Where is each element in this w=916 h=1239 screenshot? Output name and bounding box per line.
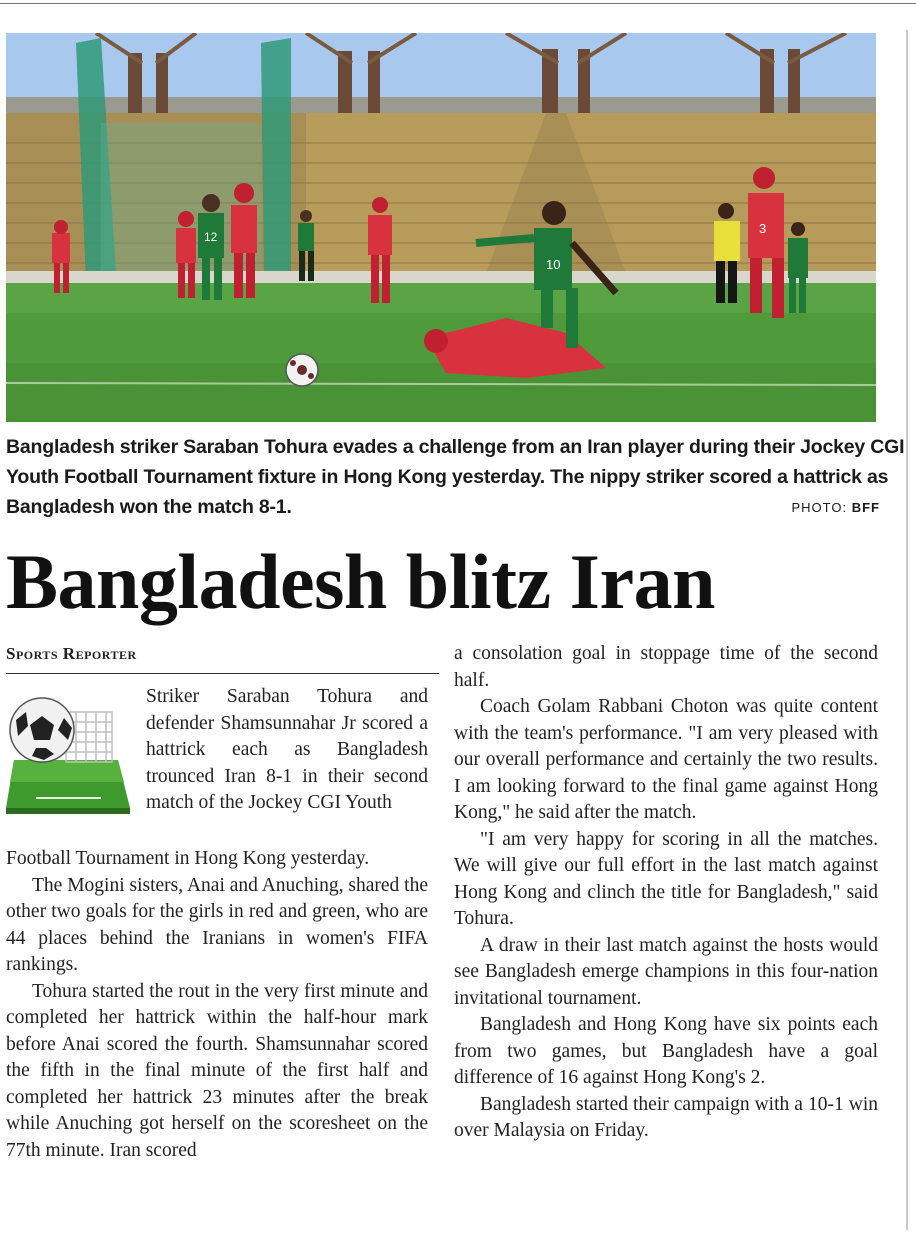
- photo-credit-label: PHOTO:: [791, 500, 848, 515]
- story-paragraph-8: Bangladesh started their campaign with a 10-1 win over Malaysia on Friday.: [454, 1093, 878, 1141]
- svg-text:3: 3: [759, 221, 767, 236]
- story-paragraph-3-continued: a consolation goal in stoppage time of the second half.: [454, 643, 878, 691]
- story-paragraph-4: Coach Golam Rabbani Choton was quite content with the team's performance. "I am very pleased with our overall performance and certainly the two results. I am looking forward to the final game against Hong Kong," he said after the match.: [454, 696, 878, 823]
- story-intro-text: Striker Saraban Tohura and defender Shamsunnahar Jr scored a hattrick each as Bangladesh trounced Iran 8-1 in their second match of the Jockey CGI Youth: [146, 686, 428, 813]
- page-edge: [906, 30, 908, 1230]
- byline-rule: [6, 673, 439, 674]
- match-photo: [6, 33, 876, 422]
- story-intro-rest: Football Tournament in Hong Kong yesterday.: [6, 848, 370, 869]
- story-paragraph-5: "I am very happy for scoring in all the matches. We will give our full effort in the last match against Hong Kong and clinch the title for Bangladesh," said Tohura.: [454, 828, 878, 929]
- story-right-column: [454, 641, 878, 1145]
- story-paragraph-7: Bangladesh and Hong Kong have six points each from two games, but Bangladesh have a goal difference of 16 against Hong Kong's 2.: [454, 1014, 878, 1088]
- story-intro: [146, 684, 428, 817]
- byline: Sports Reporter: [6, 644, 137, 663]
- photo-credit: [791, 493, 880, 523]
- story-paragraph-2: The Mogini sisters, Anai and Anuching, shared the other two goals for the girls in red and green, who are 44 places behind the Iranians in women's FIFA rankings.: [6, 874, 428, 975]
- photo-caption: [6, 432, 906, 522]
- svg-text:12: 12: [204, 230, 218, 244]
- photo-credit-source: BFF: [851, 500, 880, 515]
- story-paragraph-6: A draw in their last match against the hosts would see Bangladesh emerge champions in this four-nation invitational tournament.: [454, 934, 878, 1009]
- headline: Bangladesh blitz Iran: [6, 538, 715, 625]
- svg-text:10: 10: [546, 257, 561, 272]
- football-goal-icon: [6, 690, 130, 816]
- top-rule: [0, 3, 916, 4]
- caption-text: Bangladesh striker Saraban Tohura evades a challenge from an Iran player during their Jockey CGI Youth Football Tournament fixture in Hong Kong yesterday. The nippy striker scored a hattrick as Bangladesh won the match 8-1.: [6, 436, 905, 518]
- story-left-column: [6, 846, 428, 1164]
- story-paragraph-3: Tohura started the rout in the very first minute and completed her hattrick within the half-hour mark before Anai scored the fourth. Shamsunnahar scored the fifth in the final minute of the first half and completed her hattrick 23 minutes after the break while Anuching got herself on the scoresheet on the 77th minute. Iran scored: [6, 980, 428, 1161]
